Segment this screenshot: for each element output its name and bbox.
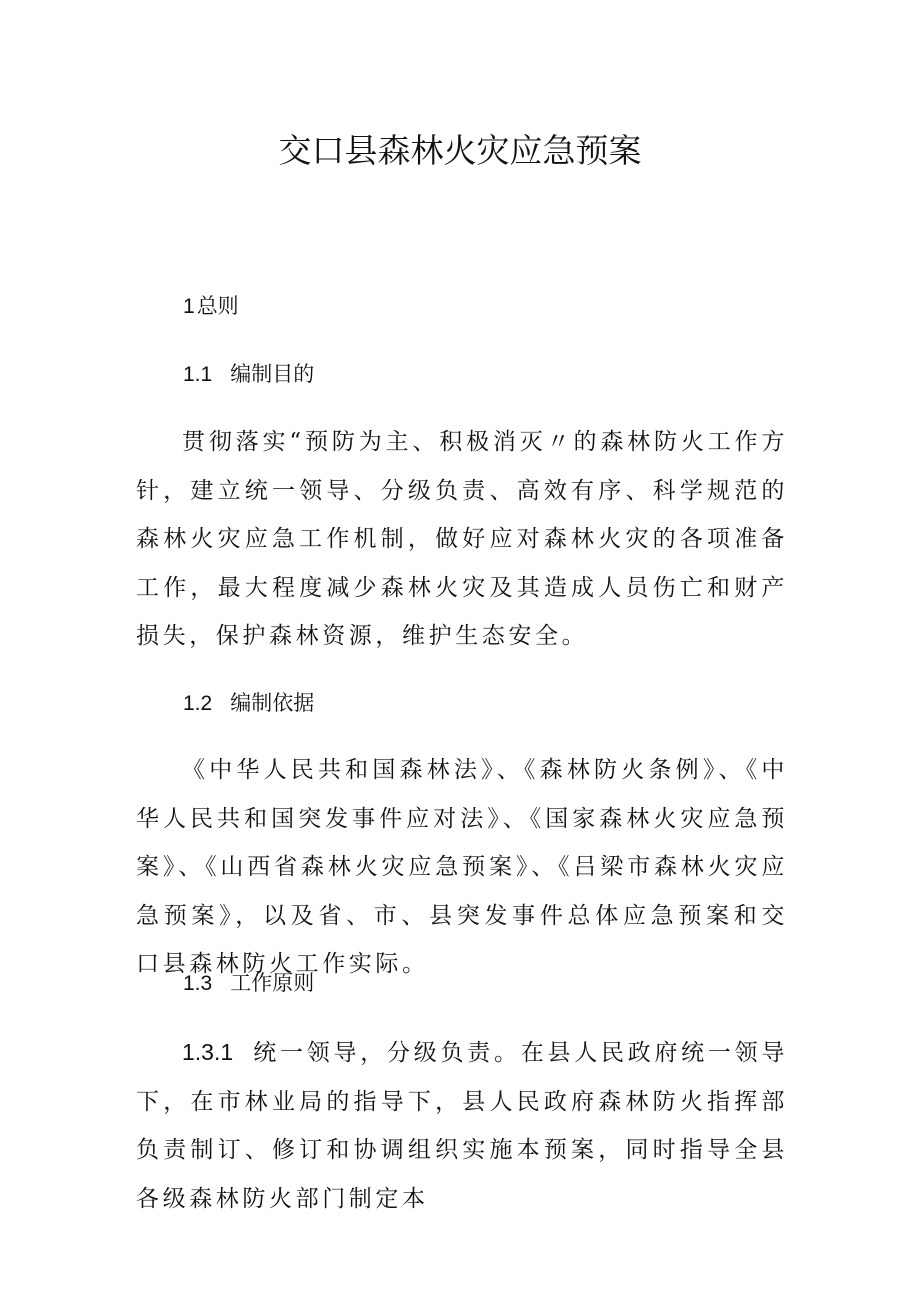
- paragraph-text: 统一领导，分级负责。在县人民政府统一领导下，在市林业局的指导下，县人民政府森林防火指挥部负责制订、修订和协调组织实施本预案，同时指导全县各级森林防火部门制定本: [136, 1040, 788, 1212]
- section-heading-1-2: [183, 688, 314, 719]
- section-heading-1-1: [183, 359, 314, 390]
- paragraph-principle-1: [136, 1028, 788, 1223]
- section-number: 1.3: [183, 972, 213, 995]
- section-label: 编制目的: [230, 362, 315, 386]
- section-number: 1.2: [183, 692, 213, 715]
- section-heading-1-3: [183, 968, 314, 999]
- section-label: 工作原则: [230, 971, 315, 995]
- subsection-number: 1.3.1: [182, 1039, 234, 1065]
- document-title: 交口县森林火灾应急预案: [278, 131, 642, 170]
- section-number: 1: [183, 295, 195, 318]
- section-heading-1: [183, 291, 239, 322]
- section-label: 编制依据: [230, 691, 315, 715]
- paragraph-basis: 《中华人民共和国森林法》、《森林防火条例》、《中华人民共和国突发事件应对法》、《国家森林火灾应急预案》、《山西省森林火灾应急预案》、《吕梁市森林火灾应急预案》，以及省、市、县突发事件总体应急预案和交口县森林防火工作实际。: [136, 757, 788, 977]
- section-label: 总则: [196, 294, 239, 318]
- paragraph-purpose: 贯彻落实“预防为主、积极消灭〃的森林防火工作方针，建立统一领导、分级负责、高效有序、科学规范的森林火灾应急工作机制，做好应对森林火灾的各项准备工作，最大程度减少森林火灾及其造成人员伤亡和财产损失，保护森林资源，维护生态安全。: [136, 429, 788, 649]
- section-number: 1.1: [183, 363, 213, 386]
